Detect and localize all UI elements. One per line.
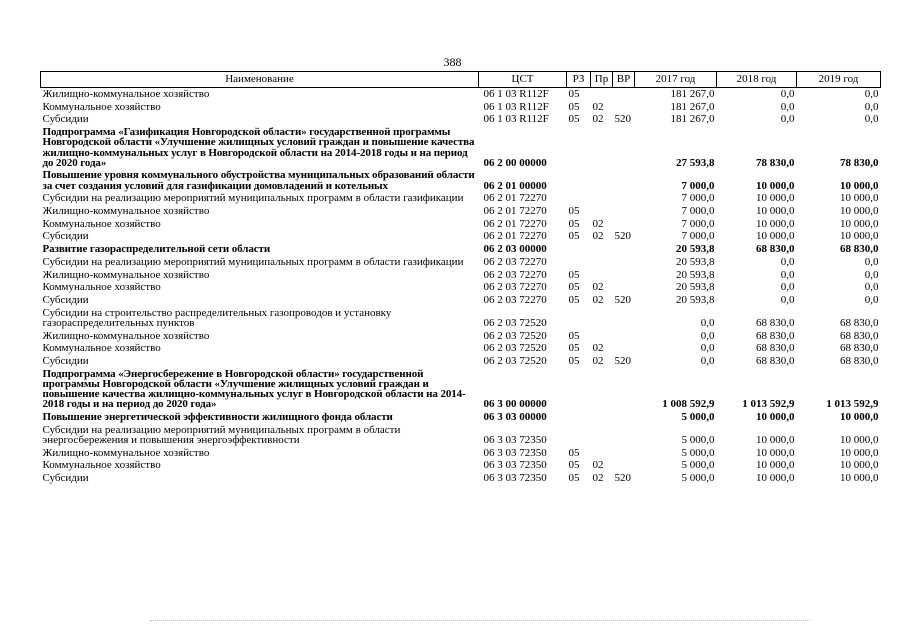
header-name: Наименование [41, 72, 479, 88]
cell-2018: 68 830,0 [756, 342, 795, 355]
cell-2017: 7 000,0 [681, 192, 715, 205]
cell-vr [613, 411, 635, 424]
cell-pr [591, 307, 613, 330]
table-row [41, 355, 881, 368]
cell-2018: 10 000,0 [756, 192, 795, 205]
cell-2017: 20 593,8 [676, 281, 715, 294]
cell-2017: 7 000,0 [681, 179, 715, 192]
cell-pr [591, 169, 613, 192]
cell-cst: 06 1 03 R112F [483, 113, 549, 126]
cell-rz: 05 [568, 329, 580, 342]
cell-2018: 10 000,0 [756, 217, 795, 230]
cell-cst: 06 3 03 72350 [483, 472, 547, 484]
cell-cst: 06 3 00 00000 [483, 398, 547, 411]
cell-vr [613, 330, 635, 343]
cell-rz: 05 [568, 293, 580, 306]
cell-pr: 02 [592, 472, 604, 484]
cell-pr [591, 411, 613, 424]
cell-pr [591, 243, 613, 256]
cell-vr [613, 256, 635, 269]
cell-name: Жилищно-коммунальное хозяйство [42, 268, 210, 281]
cell-vr: 520 [614, 113, 631, 126]
cell-cst: 06 2 03 72520 [483, 354, 547, 367]
cell-pr: 02 [592, 230, 604, 243]
cell-rz: 05 [568, 446, 580, 459]
table-row [41, 368, 881, 411]
cell-rz: 05 [568, 354, 580, 367]
cell-cst: 06 2 00 00000 [483, 156, 547, 169]
cell-name: Коммунальное хозяйство [42, 342, 161, 355]
cell-2019: 68 830,0 [840, 243, 879, 256]
cell-2018: 0,0 [780, 113, 795, 126]
header-vr: ВР [613, 72, 635, 88]
cell-pr: 02 [592, 217, 604, 230]
cell-name: Субсидии на реализацию мероприятий муниципальных программ в области газификации [42, 192, 464, 205]
cell-2017: 1 008 592,9 [662, 398, 715, 411]
table-body [41, 88, 881, 485]
cell-2018: 0,0 [780, 255, 795, 268]
cell-2019: 10 000,0 [840, 472, 879, 484]
cell-2019: 0,0 [864, 293, 879, 306]
cell-vr [613, 281, 635, 294]
cell-vr [613, 447, 635, 460]
cell-name: Субсидии на реализацию мероприятий муниципальных программ в области энергосбережения и повышения энергоэффективности [42, 423, 401, 446]
cell-2017: 20 593,8 [676, 255, 715, 268]
cell-2019: 0,0 [864, 100, 879, 113]
cell-2017: 7 000,0 [681, 205, 715, 218]
cell-2019: 68 830,0 [840, 329, 879, 342]
cell-name: Повышение энергетической эффективности жилищного фонда области [42, 410, 393, 423]
cell-pr: 02 [592, 281, 604, 294]
table-row [41, 447, 881, 460]
cell-vr: 520 [614, 472, 631, 484]
header-rz: РЗ [567, 72, 591, 88]
cell-2019: 0,0 [864, 255, 879, 268]
cell-rz [567, 411, 591, 424]
header-2017: 2017 год [635, 72, 717, 88]
header-pr: Пр [591, 72, 613, 88]
cell-cst: 06 2 03 72520 [483, 329, 547, 342]
cell-2018: 0,0 [780, 88, 795, 100]
cell-2017: 5 000,0 [681, 446, 715, 459]
cell-cst: 06 2 03 72520 [483, 342, 547, 355]
cell-vr [613, 126, 635, 169]
header-row [41, 72, 881, 88]
table-row [41, 472, 881, 485]
table-row [41, 192, 881, 205]
cell-rz [567, 256, 591, 269]
cell-vr [613, 307, 635, 330]
cell-2018: 10 000,0 [756, 459, 795, 472]
cell-2019: 10 000,0 [840, 217, 879, 230]
cell-2017: 20 593,8 [676, 293, 715, 306]
cell-vr: 520 [614, 354, 631, 367]
cell-2017: 20 593,8 [676, 268, 715, 281]
cell-2018: 10 000,0 [756, 446, 795, 459]
cell-cst: 06 2 01 72270 [483, 217, 547, 230]
cell-2018: 0,0 [780, 281, 795, 294]
cell-name: Жилищно-коммунальное хозяйство [42, 329, 210, 342]
cell-cst: 06 2 01 00000 [483, 179, 547, 192]
table-row [41, 269, 881, 282]
cell-cst: 06 2 03 00000 [483, 243, 547, 256]
cell-name: Субсидии [42, 113, 89, 126]
table-header [41, 72, 881, 88]
cell-vr [613, 169, 635, 192]
cell-2018: 10 000,0 [756, 179, 795, 192]
cell-pr: 02 [592, 113, 604, 126]
cell-name: Подпрограмма «Газификация Новгородской области» государственной программы Новгородской области «Улучшение жилищных условий граждан и повышение качества жилищно-коммунальных услуг в Новгородской области на 2014-2018 годы и на период до 2020 года» [42, 126, 475, 169]
cell-rz [567, 192, 591, 205]
table-row [41, 307, 881, 330]
cell-rz: 05 [568, 342, 580, 355]
table-row [41, 88, 881, 101]
cell-rz [567, 424, 591, 447]
cell-vr [613, 205, 635, 218]
cell-pr [591, 424, 613, 447]
cell-pr [591, 192, 613, 205]
cell-pr [591, 88, 613, 101]
cell-2017: 7 000,0 [681, 230, 715, 243]
cell-vr: 520 [614, 293, 631, 306]
cell-cst: 06 2 03 72270 [483, 255, 547, 268]
cell-2019: 78 830,0 [840, 156, 879, 169]
cell-rz: 05 [568, 268, 580, 281]
header-2019: 2019 год [797, 72, 881, 88]
cell-cst: 06 1 03 R112F [483, 88, 549, 100]
table-row [41, 218, 881, 231]
cell-pr [591, 447, 613, 460]
cell-2018: 68 830,0 [756, 316, 795, 329]
cell-2018: 10 000,0 [756, 205, 795, 218]
cell-name: Коммунальное хозяйство [42, 100, 161, 113]
cell-2018: 10 000,0 [756, 410, 795, 423]
cell-pr: 02 [592, 459, 604, 472]
cell-cst: 06 2 01 72270 [483, 230, 547, 243]
budget-table-container [40, 71, 880, 485]
cell-2019: 10 000,0 [840, 230, 879, 243]
table-row [41, 256, 881, 269]
cell-2019: 10 000,0 [840, 192, 879, 205]
cell-2017: 7 000,0 [681, 217, 715, 230]
cell-pr: 02 [592, 354, 604, 367]
budget-table [40, 71, 881, 485]
table-row [41, 230, 881, 243]
cell-2017: 5 000,0 [681, 472, 715, 484]
cell-vr [613, 218, 635, 231]
cell-vr [613, 368, 635, 411]
cell-2017: 5 000,0 [681, 433, 715, 446]
footer-divider [150, 620, 810, 622]
cell-cst: 06 2 03 72270 [483, 281, 547, 294]
cell-2017: 0,0 [700, 316, 715, 329]
cell-name: Коммунальное хозяйство [42, 217, 161, 230]
cell-2019: 10 000,0 [840, 459, 879, 472]
cell-2017: 181 267,0 [670, 88, 715, 100]
cell-2018: 68 830,0 [756, 329, 795, 342]
cell-2018: 78 830,0 [756, 156, 795, 169]
cell-vr [613, 269, 635, 282]
cell-2018: 10 000,0 [756, 472, 795, 484]
table-row [41, 281, 881, 294]
cell-name: Субсидии [42, 230, 89, 243]
cell-cst: 06 3 03 72350 [483, 433, 547, 446]
cell-2018: 0,0 [780, 100, 795, 113]
table-row [41, 330, 881, 343]
cell-name: Развитие газораспределительной сети области [42, 243, 271, 256]
cell-2017: 181 267,0 [670, 113, 715, 126]
cell-pr [591, 205, 613, 218]
table-row [41, 424, 881, 447]
table-row [41, 459, 881, 472]
cell-2019: 10 000,0 [840, 433, 879, 446]
cell-2019: 0,0 [864, 113, 879, 126]
cell-2019: 68 830,0 [840, 316, 879, 329]
header-cst: ЦСТ [479, 72, 567, 88]
table-row [41, 411, 881, 424]
cell-name: Коммунальное хозяйство [42, 459, 161, 472]
cell-2019: 10 000,0 [840, 205, 879, 218]
cell-rz [567, 169, 591, 192]
cell-pr [591, 368, 613, 411]
cell-2019: 0,0 [864, 281, 879, 294]
cell-2018: 68 830,0 [756, 243, 795, 256]
cell-2019: 1 013 592,9 [826, 398, 879, 411]
cell-2017: 0,0 [700, 354, 715, 367]
cell-pr [591, 330, 613, 343]
cell-2017: 181 267,0 [670, 100, 715, 113]
cell-name: Жилищно-коммунальное хозяйство [42, 205, 210, 218]
cell-cst: 06 3 03 72350 [483, 459, 547, 472]
cell-pr [591, 256, 613, 269]
cell-name: Жилищно-коммунальное хозяйство [42, 446, 210, 459]
cell-2019: 10 000,0 [840, 446, 879, 459]
cell-pr: 02 [592, 293, 604, 306]
cell-vr [613, 88, 635, 101]
cell-vr [613, 101, 635, 114]
cell-rz [567, 368, 591, 411]
cell-2018: 68 830,0 [756, 354, 795, 367]
cell-vr [613, 192, 635, 205]
table-row [41, 126, 881, 169]
table-row [41, 113, 881, 126]
cell-2017: 20 593,8 [676, 243, 715, 256]
cell-name: Коммунальное хозяйство [42, 281, 161, 294]
cell-name: Повышение уровня коммунального обустройства муниципальных образований области за счет создания условий для газификации домовладений и котельных [42, 169, 475, 192]
cell-vr: 520 [614, 230, 631, 243]
cell-rz [567, 243, 591, 256]
cell-name: Субсидии на реализацию мероприятий муниципальных программ в области газификации [42, 255, 464, 268]
cell-name: Жилищно-коммунальное хозяйство [42, 88, 210, 100]
cell-rz: 05 [568, 217, 580, 230]
cell-rz [567, 126, 591, 169]
cell-name: Субсидии [42, 472, 89, 484]
cell-rz: 05 [568, 281, 580, 294]
table-row [41, 101, 881, 114]
cell-name: Субсидии [42, 354, 89, 367]
table-row [41, 169, 881, 192]
cell-vr [613, 424, 635, 447]
cell-cst: 06 1 03 R112F [483, 100, 549, 113]
cell-2017: 0,0 [700, 342, 715, 355]
table-row [41, 243, 881, 256]
cell-2017: 5 000,0 [681, 459, 715, 472]
cell-cst: 06 3 03 72350 [483, 446, 547, 459]
cell-2018: 0,0 [780, 293, 795, 306]
cell-rz: 05 [568, 205, 580, 218]
table-row [41, 294, 881, 307]
cell-2019: 10 000,0 [840, 179, 879, 192]
table-row [41, 342, 881, 355]
cell-2017: 5 000,0 [681, 410, 715, 423]
cell-vr [613, 243, 635, 256]
cell-2019: 0,0 [864, 88, 879, 100]
cell-pr [591, 126, 613, 169]
cell-cst: 06 2 03 72520 [483, 316, 547, 329]
header-2018: 2018 год [717, 72, 797, 88]
cell-pr [591, 269, 613, 282]
cell-cst: 06 2 03 72270 [483, 268, 547, 281]
cell-rz: 05 [568, 459, 580, 472]
cell-2018: 10 000,0 [756, 230, 795, 243]
cell-cst: 06 2 01 72270 [483, 192, 547, 205]
cell-name: Субсидии [42, 293, 89, 306]
cell-cst: 06 3 03 00000 [483, 410, 547, 423]
cell-rz: 05 [568, 88, 580, 100]
cell-2017: 0,0 [700, 329, 715, 342]
cell-vr [613, 459, 635, 472]
cell-2017: 27 593,8 [676, 156, 715, 169]
cell-pr: 02 [592, 100, 604, 113]
cell-2018: 1 013 592,9 [742, 398, 795, 411]
table-row [41, 205, 881, 218]
cell-rz: 05 [568, 113, 580, 126]
cell-rz: 05 [568, 100, 580, 113]
cell-2018: 10 000,0 [756, 433, 795, 446]
cell-rz [567, 307, 591, 330]
cell-cst: 06 2 03 72270 [483, 293, 547, 306]
cell-2019: 0,0 [864, 268, 879, 281]
cell-2019: 68 830,0 [840, 354, 879, 367]
cell-rz: 05 [568, 230, 580, 243]
cell-2018: 0,0 [780, 268, 795, 281]
cell-2019: 10 000,0 [840, 410, 879, 423]
cell-rz: 05 [568, 472, 580, 484]
cell-cst: 06 2 01 72270 [483, 205, 547, 218]
cell-pr: 02 [592, 342, 604, 355]
cell-name: Подпрограмма «Энергосбережение в Новгородской области» государственной программы Новгородской области «Улучшение жилищных условий граждан и повышение качества жилищно-коммунальных услуг в Новгородской области на 2014-2018 годы и на период до 2020 года» [42, 367, 466, 411]
cell-2019: 68 830,0 [840, 342, 879, 355]
cell-name: Субсидии на строительство распределительных газопроводов и установку газораспределительных пунктов [42, 306, 392, 329]
cell-vr [613, 342, 635, 355]
page-number: 388 [443, 55, 462, 69]
